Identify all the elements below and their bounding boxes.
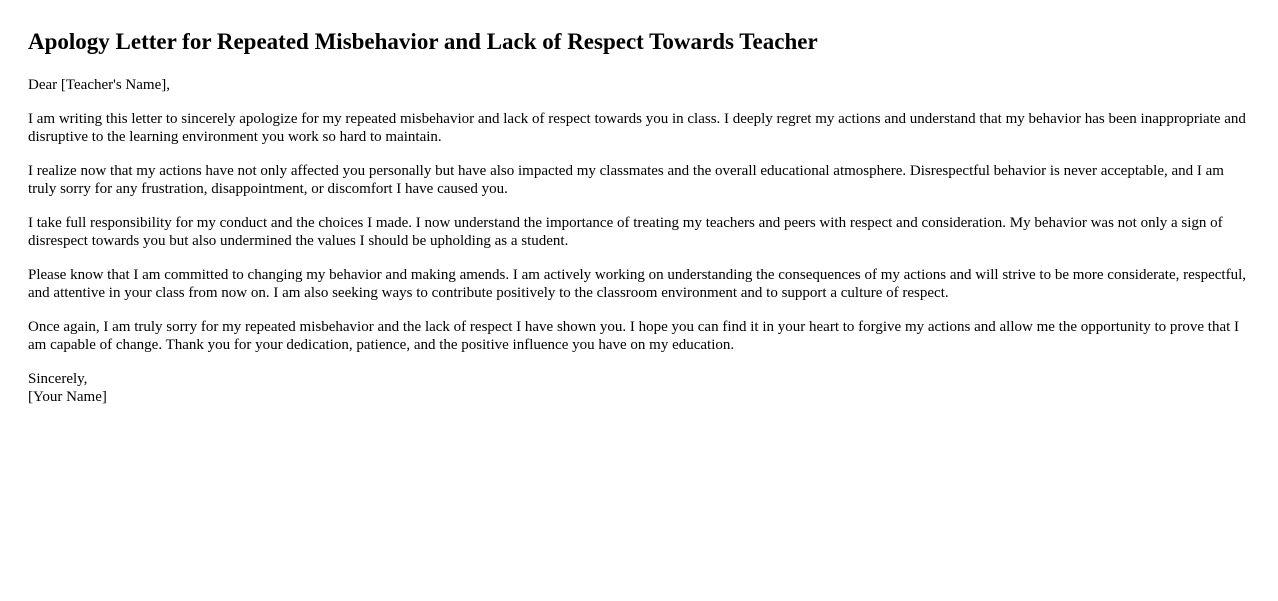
letter-closing: Sincerely, bbox=[28, 371, 88, 387]
letter-signature: [Your Name] bbox=[28, 389, 107, 405]
letter-paragraph: Please know that I am committed to changing my behavior and making amends. I am actively working on understanding the consequences of my actions and will strive to be more considerate, respectful, and attentive in your class from now on. I am also seeking ways to contribute positively to the classroom environment and to support a culture of respect. bbox=[28, 267, 1246, 301]
letter-paragraph: Once again, I am truly sorry for my repeated misbehavior and the lack of respect I have shown you. I hope you can find it in your heart to forgive my actions and allow me the opportunity to prove that I am capable of change. Thank you for your dedication, patience, and the positive influence you have on my education. bbox=[28, 319, 1240, 353]
letter-title: Apology Letter for Repeated Misbehavior and Lack of Respect Towards Teacher bbox=[28, 29, 818, 54]
letter-salutation: Dear [Teacher's Name], bbox=[28, 77, 170, 93]
letter-closing-block bbox=[28, 370, 1250, 406]
letter-paragraph: I am writing this letter to sincerely apologize for my repeated misbehavior and lack of respect towards you in class. I deeply regret my actions and understand that my behavior has been inappropriate and disruptive to the learning environment you work so hard to maintain. bbox=[28, 111, 1246, 145]
letter-paragraph: I realize now that my actions have not only affected you personally but have also impacted my classmates and the overall educational atmosphere. Disrespectful behavior is never acceptable, and I am truly sorry for any frustration, disappointment, or discomfort I have caused you. bbox=[28, 163, 1224, 197]
letter-paragraph: I take full responsibility for my conduct and the choices I made. I now understand the importance of treating my teachers and peers with respect and consideration. My behavior was not only a sign of disrespect towards you but also undermined the values I should be upholding as a student. bbox=[28, 215, 1223, 249]
